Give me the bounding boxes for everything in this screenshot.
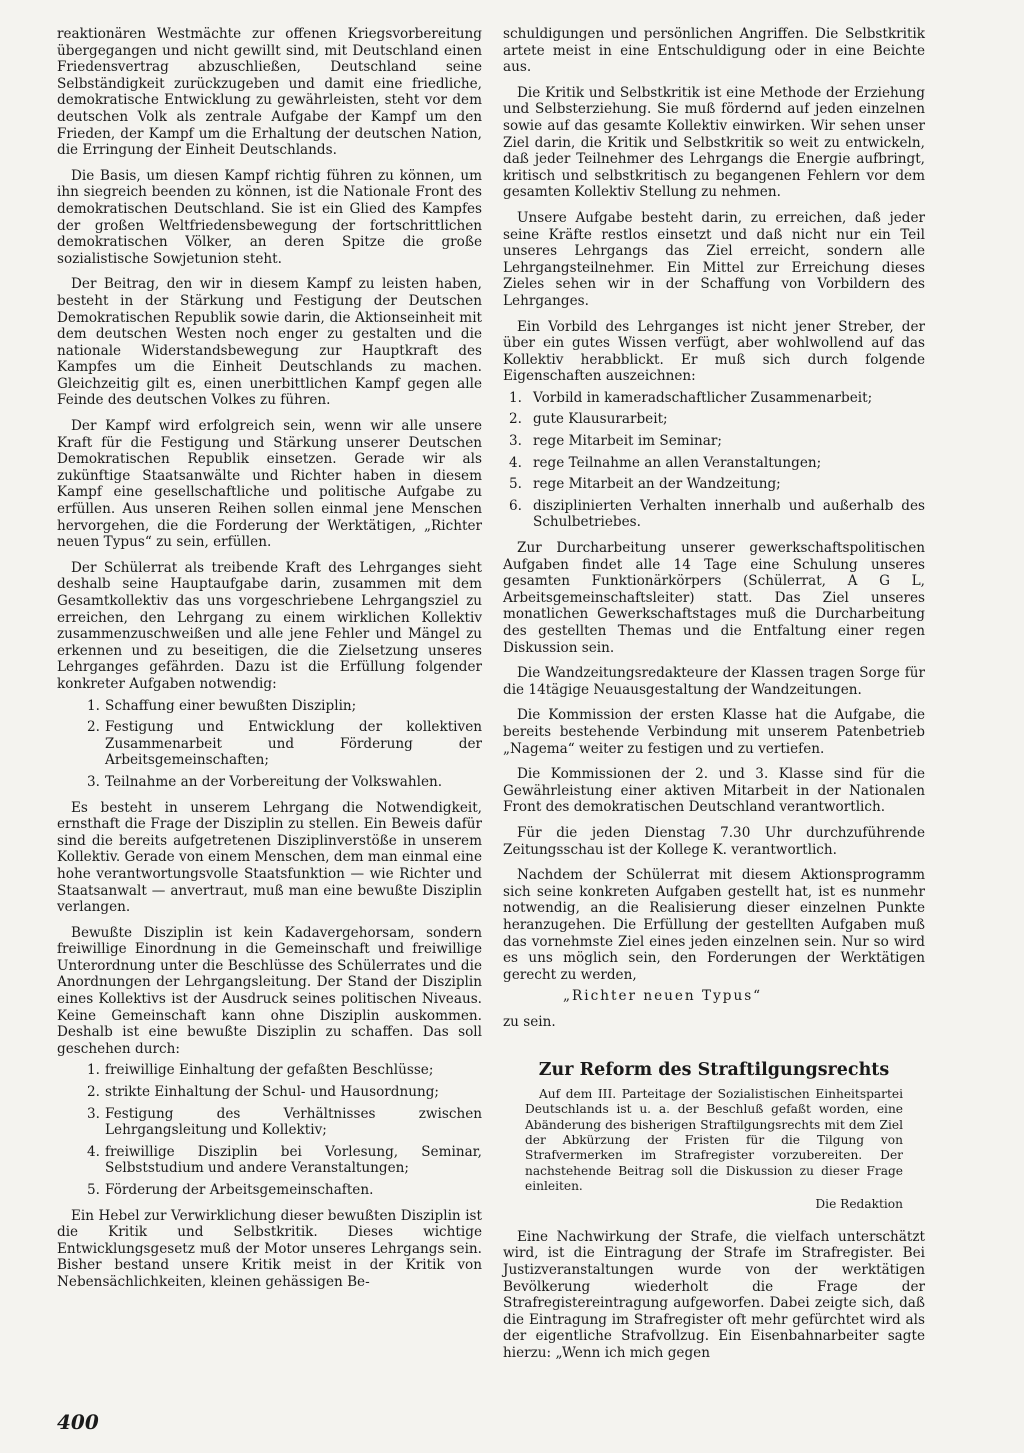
list-text: freiwillige Disziplin bei Vorlesung, Seminar, Selbststudium und andere Veranstaltungen; (105, 1143, 482, 1177)
paragraph: Bewußte Disziplin ist kein Kadavergehorsam, sondern freiwillige Einordnung in die Gemeinschaft und freiwillige Unterordnung unter die Beschlüsse des Schülerrates und die Anordnungen der Lehrgangsleitung. Der Stand der Disziplin eines Kollektivs ist der Ausdruck seines politischen Niveaus. Keine Gemeinschaft kann ohne Disziplin auskommen. Deshalb ist eine bewußte Disziplin zu schaffen. Das soll geschehen durch: (57, 924, 482, 1057)
list-number: 1. (87, 697, 100, 714)
list-item (503, 390, 925, 407)
list-number: 4. (509, 454, 522, 471)
paragraph: Die Basis, um diesen Kampf richtig führen zu können, um ihn siegreich beenden zu können, ist die Nationale Front des demokratischen Deutschland. Sie ist ein Glied des Kampfes der großen Weltfriedensbewegung der fortschrittlichen demokratischen Völker, an deren Spitze die große sozialistische Sowjetunion steht. (57, 167, 482, 267)
editorial-intro (525, 1087, 903, 1194)
discipline-list (57, 1062, 482, 1198)
list-number: 2. (509, 411, 522, 428)
list-number: 5. (87, 1182, 100, 1198)
list-item (57, 698, 482, 715)
paragraph: Der Beitrag, den wir in diesem Kampf zu leisten haben, besteht in der Stärkung und Festigung der Deutschen Demokratischen Republik sowie darin, die Aktionseinheit mit dem deutschen Westen noch enger zu gestalten und die nationale Widerstandsbewegung zur Hauptkraft des Kampfes um die Einheit Deutschlands zu machen. Gleichzeitig gilt es, einen unerbittlichen Kampf gegen alle Feinde des deutschen Volkes zu führen. (57, 276, 482, 409)
list-number: 1. (87, 1062, 100, 1079)
paragraph: Die Kommission der ersten Klasse hat die Aufgabe, die bereits bestehende Verbindung mit unserem Patenbetrieb „Nagema“ weiter zu festigen und zu vertiefen. (503, 707, 925, 757)
list-number: 6. (509, 497, 522, 514)
paragraph: Nachdem der Schülerrat mit diesem Aktionsprogramm sich seine konkreten Aufgaben gestellt hat, ist es nunmehr notwendig, an die Realisierung dieser einzelnen Punkte heranzugehen. Die Erfüllung der gestellten Aufgaben muß das vornehmste Ziel eines jeden einzelnen sein. Nur so wird es uns möglich sein, den Forderungen der Werktätigen gerecht zu werden, (503, 867, 925, 983)
list-text: Vorbild in kameradschaftlicher Zusammenarbeit; (533, 389, 873, 406)
editorial-signature: Die Redaktion (815, 1197, 903, 1212)
paragraph: Ein Hebel zur Verwirklichung dieser bewußten Disziplin ist die Kritik und Selbstkritik. Dieses wichtige Entwicklungsgesetz muß der Motor unseres Lehrgangs sein. Bisher bestand unsere Kritik meist in der Kritik von Nebensächlichkeiten, kleinen gehässigen Be- (57, 1207, 482, 1290)
list-text: rege Mitarbeit im Seminar; (533, 433, 722, 450)
list-text: Teilnahme an der Vorbereitung der Volkswahlen. (105, 773, 443, 790)
paragraph: Zur Durcharbeitung unserer gewerkschaftspolitischen Aufgaben findet alle 14 Tage eine Schulung unseres gesamten Funktionärkörpers (Schülerrat, A G L, Arbeitsgemeinschaftsleiter) statt. Das Ziel unseres monatlichen Gewerkschaftstages muß die Durcharbeitung des gestellten Themas und die Entfaltung einer regen Diskussion sein. (503, 540, 925, 656)
list-item (503, 411, 925, 428)
list-item (57, 1062, 482, 1079)
list-item (57, 719, 482, 769)
list-item (57, 1084, 482, 1101)
list-number: 3. (87, 773, 100, 790)
list-text: rege Teilnahme an allen Veranstaltungen; (533, 454, 822, 471)
page-number: 400 (57, 1410, 99, 1434)
list-text: strikte Einhaltung der Schul- und Hausordnung; (105, 1084, 439, 1101)
paragraph: schuldigungen und persönlichen Angriffen. Die Selbstkritik artete meist in eine Entschuldigung oder in eine Beichte aus. (503, 26, 925, 76)
list-text: Schaffung einer bewußten Disziplin; (105, 697, 357, 714)
paragraph: Die Kritik und Selbstkritik ist eine Methode der Erziehung und Selbsterziehung. Sie muß fördernd auf jeden einzelnen sowie auf das gesamte Kollektiv einwirken. Wir sehen unser Ziel darin, die Kritik und Selbstkritik so weit zu entwickeln, daß jeder Teilnehmer des Lehrgangs die Energie aufbringt, kritisch und selbstkritisch zu begangenen Fehlern vor dem gesamten Kollektiv Stellung zu nehmen. (503, 84, 925, 201)
paragraph: Ein Vorbild des Lehrganges ist nicht jener Streber, der über ein gutes Wissen verfügt, aber wohlwollend auf das Kollektiv herabblickt. Er muß sich durch folgende Eigenschaften auszeichnen: (503, 318, 925, 385)
list-number: 4. (87, 1143, 100, 1160)
paragraph: Die Wandzeitungsredakteure der Klassen tragen Sorge für die 14tägige Neuausgestaltung der Wandzeitungen. (503, 665, 925, 698)
list-text: gute Klausurarbeit; (533, 411, 668, 428)
task-list (57, 698, 482, 791)
paragraph: Unsere Aufgabe besteht darin, zu erreichen, daß jeder seine Kräfte restlos einsetzt und daß nicht nur ein Teil unseres Lehrgangs das Ziel erreicht, sondern alle Lehrgangsteilnehmer. Ein Mittel zur Erreichung dieses Zieles sehen wir in der Schaffung von Vorbildern des Lehrganges. (503, 209, 925, 309)
list-item (503, 476, 925, 493)
paragraph: Der Schülerrat als treibende Kraft des Lehrganges sieht deshalb seine Hauptaufgabe darin, zusammen mit dem Gesamtkollektiv das uns vorgeschriebene Lehrgangsziel zu erreichen, den Lehrgang zu einem wirklichen Kollektiv zusammenzuschweißen und alle jene Fehler und Mängel zu erkennen und zu beseitigen, die die Zielsetzung unseres Lehrganges gefährden. Dazu ist die Erfüllung folgender konkreter Aufgaben notwendig: (57, 559, 482, 692)
list-number: 3. (87, 1105, 100, 1122)
list-item (503, 433, 925, 450)
paragraph: Es besteht in unserem Lehrgang die Notwendigkeit, ernsthaft die Frage der Disziplin zu stellen. Ein Beweis dafür sind die bereits aufgetretenen Disziplinverstöße in unserem Kollektiv. Gerade von einem Menschen, dem man einmal eine hohe verantwortungsvolle Staatsfunktion — wie Richter und Staatsanwalt — anvertraut, muß man eine bewußte Disziplin verlangen. (57, 799, 482, 916)
list-number: 1. (509, 389, 522, 406)
right-column (503, 26, 925, 1370)
list-item (57, 1144, 482, 1177)
left-column (57, 26, 482, 1300)
list-text: freiwillige Einhaltung der gefaßten Beschlüsse; (105, 1062, 434, 1079)
paragraph: Für die jeden Dienstag 7.30 Uhr durchzuführende Zeitungsschau ist der Kollege K. verantwortlich. (503, 824, 925, 858)
paragraph: Der Kampf wird erfolgreich sein, wenn wir alle unsere Kraft für die Festigung und Stärkung unserer Deutschen Demokratischen Republik einsetzen. Gerade wir als zukünftige Staatsanwälte und Richter haben in diesem Kampf eine gesellschaftliche und politische Aufgabe zu erfüllen. Aus unseren Reihen sollen einmal jene Menschen hervorgehen, die die Forderung der Werktätigen, „Richter neuen Typus“ zu sein, erfüllen. (57, 418, 482, 551)
list-item (57, 1106, 482, 1139)
paragraph: Eine Nachwirkung der Strafe, die vielfach unterschätzt wird, ist die Eintragung der Strafe im Strafregister. Bei Justizveranstaltungen wurde von der werktätigen Bevölkerung wiederholt die Frage der Strafregistereintragung aufgeworfen. Dabei zeigte sich, daß die Eintragung im Strafregister oft mehr gefürchtet wird als der eigentliche Strafvollzug. Ein Eisenbahnarbeiter sagte hierzu: „Wenn ich mich gegen (503, 1228, 925, 1361)
list-text: Festigung des Verhältnisses zwischen Lehrgangsleitung und Kollektiv; (105, 1105, 482, 1139)
closing-quote: „Richter neuen Typus“ (563, 988, 763, 1005)
list-number: 5. (509, 476, 522, 493)
closing-end: zu sein. (503, 1013, 556, 1030)
list-item (57, 1182, 482, 1199)
list-number: 2. (87, 1084, 100, 1101)
list-item (503, 455, 925, 472)
list-text: disziplinierten Verhalten innerhalb und außerhalb des Schulbetriebes. (533, 497, 925, 531)
list-number: 3. (509, 433, 522, 450)
paragraph: Die Kommissionen der 2. und 3. Klasse sind für die Gewährleistung einer aktiven Mitarbeit in der Nationalen Front des demokratischen Deutschland verantwortlich. (503, 766, 925, 816)
list-number: 2. (87, 719, 100, 736)
list-text: rege Mitarbeit an der Wandzeitung; (533, 476, 781, 493)
list-item (57, 774, 482, 791)
intro-text: Auf dem III. Parteitage der Sozialistischen Einheitspartei Deutschlands ist u. a. der Beschluß gefaßt worden, eine Abänderung des bisherigen Straftilgungsrechts mit dem Ziel der Abkürzung der Fristen für die Tilgung von Strafvermerken im Strafregister vorzubereiten. Der nachstehende Beitrag soll die Diskussion zu dieser Frage einleiten. (525, 1087, 903, 1193)
role-model-list (503, 390, 925, 531)
paragraph: reaktionären Westmächte zur offenen Kriegsvorbereitung übergegangen und nicht gewillt sind, mit Deutschland einen Friedensvertrag abzuschließen, Deutschland seine Selbständigkeit zurückzugeben und damit eine friedliche, demokratische Entwicklung zu gewährleisten, steht vor dem deutschen Volk als zentrale Aufgabe der Kampf um den Frieden, der Kampf um die Erhaltung der deutschen Nation, die Erringung der Einheit Deutschlands. (57, 26, 482, 159)
list-item (503, 498, 925, 531)
list-text: Festigung und Entwicklung der kollektiven Zusammenarbeit und Förderung der Arbeitsgemeinschaften; (105, 719, 482, 769)
list-text: Förderung der Arbeitsgemeinschaften. (105, 1182, 374, 1198)
article-title: Zur Reform des Straftilgungsrechts (538, 1060, 890, 1081)
